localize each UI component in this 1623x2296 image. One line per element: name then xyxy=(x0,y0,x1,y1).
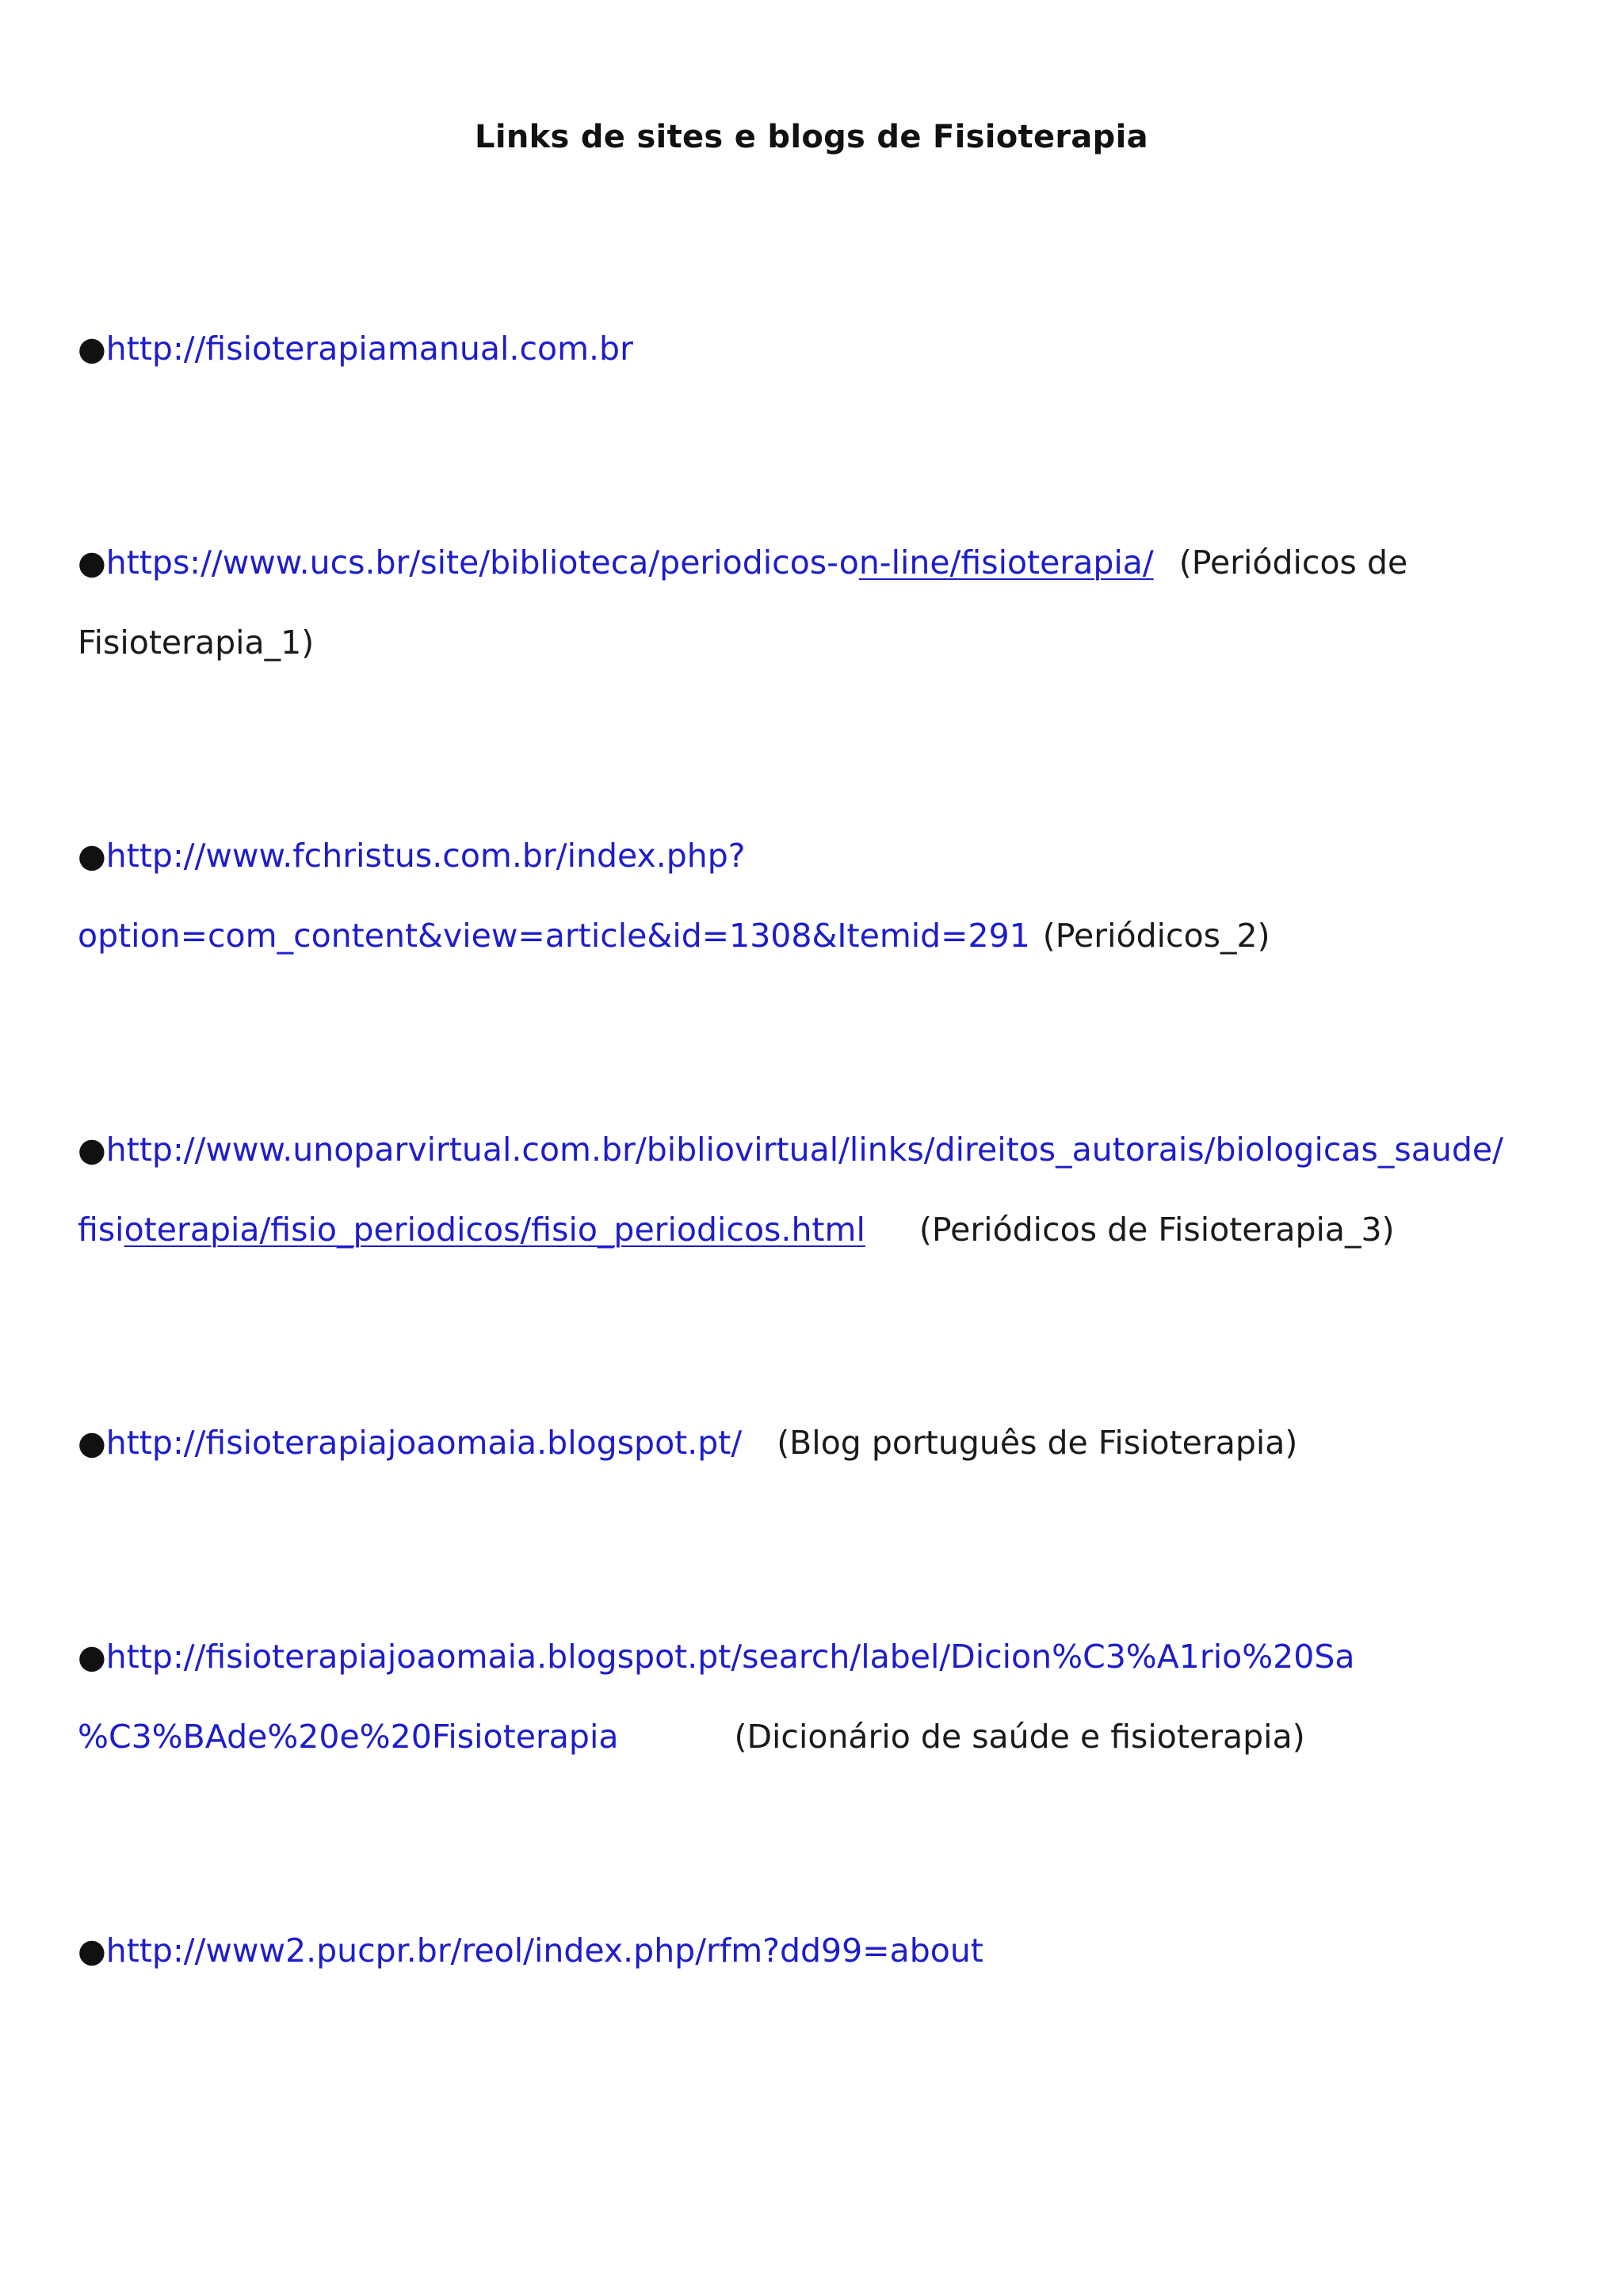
bullet-icon: ● xyxy=(78,543,106,582)
bullet-icon: ● xyxy=(78,1638,106,1676)
list-item xyxy=(78,1617,1568,1697)
link-joaomaia-blog[interactable]: http://fisioterapiajoaomaia.blogspot.pt/ xyxy=(105,1424,743,1462)
link-pucpr-rfm[interactable]: http://www2.pucpr.br/reol/index.php/rfm?dd99=about xyxy=(105,1932,983,1970)
link-description: (Dicionário de saúde e fisioterapia) xyxy=(734,1718,1305,1756)
list-item xyxy=(78,816,1568,896)
list-item-continuation xyxy=(78,603,1568,683)
link-unoparvirtual-continued[interactable] xyxy=(78,1211,865,1249)
list-item xyxy=(78,309,1568,389)
link-unoparvirtual[interactable]: http://www.unoparvirtual.com.br/bibliovirtual/links/direitos_autorais/biologicas_saude/ xyxy=(105,1131,1503,1169)
list-item xyxy=(78,523,1568,603)
link-fisioterapiamanual[interactable]: http://fisioterapiamanual.com.br xyxy=(105,330,633,368)
link-description: (Periódicos de Fisioterapia_3) xyxy=(918,1211,1395,1249)
link-text-underlined: n-line/fisioterapia/ xyxy=(858,543,1154,582)
list-item-continuation xyxy=(78,896,1568,976)
link-description: (Blog português de Fisioterapia) xyxy=(777,1424,1298,1462)
link-joaomaia-dicionario-continued[interactable]: %C3%BAde%20e%20Fisioterapia xyxy=(78,1718,619,1756)
link-fchristus[interactable]: http://www.fchristus.com.br/index.php? xyxy=(105,837,746,875)
list-item xyxy=(78,1110,1568,1190)
link-text: fisi xyxy=(78,1211,124,1249)
bullet-icon: ● xyxy=(78,1424,106,1462)
list-item xyxy=(78,1911,1568,1991)
link-joaomaia-dicionario[interactable]: http://fisioterapiajoaomaia.blogspot.pt/search/label/Dicion%C3%A1rio%20Sa xyxy=(105,1638,1355,1676)
link-description: (Periódicos_2) xyxy=(1042,917,1270,955)
bullet-icon: ● xyxy=(78,1131,106,1169)
link-text: https://www.ucs.br/site/biblioteca/periodicos-o xyxy=(105,543,859,582)
link-text-underlined: oterapia/fisio_periodicos/fisio_periodicos.html xyxy=(124,1211,865,1249)
link-fchristus-continued[interactable]: option=com_content&view=article&id=1308&Itemid=291 xyxy=(78,917,1030,955)
list-item xyxy=(78,1403,1568,1483)
link-ucs-periodicos[interactable] xyxy=(106,543,1154,582)
link-description: (Periódicos de xyxy=(1178,543,1408,582)
list-item-continuation xyxy=(78,1190,1568,1270)
bullet-icon: ● xyxy=(78,837,106,875)
list-item-continuation xyxy=(78,1697,1568,1777)
bullet-icon: ● xyxy=(78,330,106,368)
bullet-icon: ● xyxy=(78,1932,106,1970)
page-title: Links de sites e blogs de Fisioterapia xyxy=(475,119,1148,155)
link-description: Fisioterapia_1) xyxy=(78,624,315,662)
